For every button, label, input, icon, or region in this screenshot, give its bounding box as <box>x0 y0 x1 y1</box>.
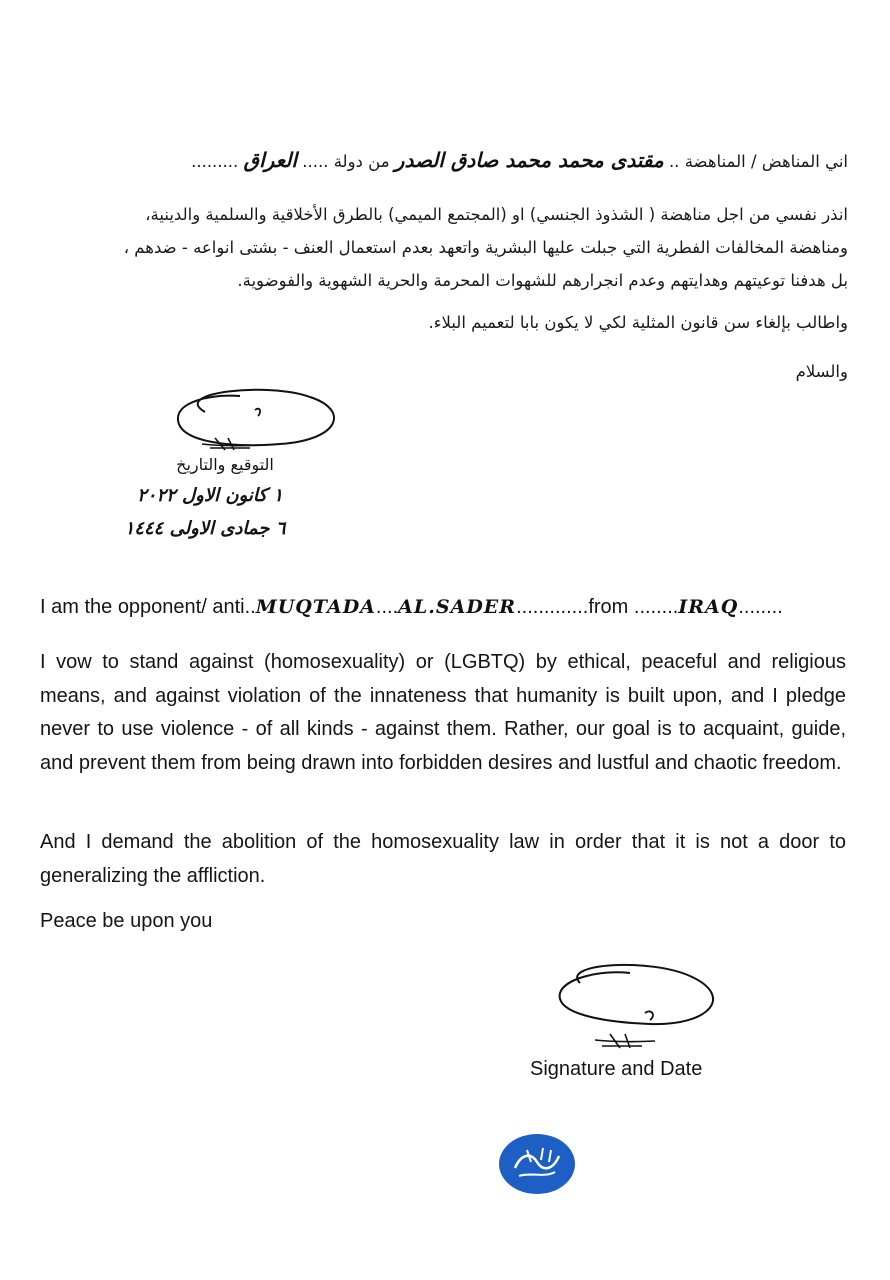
english-handwritten-country: IRAQ <box>678 596 739 618</box>
arabic-handwritten-country: العراق <box>243 148 297 172</box>
seal-stamp <box>497 1132 577 1196</box>
english-line-prefix: I am the opponent/ anti.. <box>40 596 256 618</box>
arabic-paragraph-line: بل هدفنا توعيتهم وهدايتهم وعدم انجرارهم للشهوات المحرمة والحرية الشهوية والفوضوية. <box>237 271 848 290</box>
english-from-label: .............from ........ <box>516 596 679 618</box>
english-signature-scribble <box>540 958 760 1068</box>
english-demand-paragraph: And I demand the abolition of the homosexuality law in order that it is not a door to generalizing the affliction. <box>40 831 846 887</box>
arabic-vow-paragraph <box>38 198 848 297</box>
arabic-paragraph-line: ومناهضة المخالفات الفطرية التي جبلت عليها البشرية واتعهد بعدم استعمال العنف - بشتى انواعه - ضدهم ، <box>123 238 848 257</box>
arabic-country-prefix: من دولة <box>333 152 390 171</box>
arabic-demand: واطالب بإلغاء سن قانون المثلية لكي لا يكون بابا لتعميم البلاء. <box>428 313 848 332</box>
arabic-signature-label: التوقيع والتاريخ <box>176 455 274 474</box>
english-peace: Peace be upon you <box>40 910 213 932</box>
english-vow-paragraph: I vow to stand against (homosexuality) or (LGBTQ) by ethical, peaceful and religious means, and against violation of the innateness that humanity is built upon, and I pledge never to use violence - of all kinds - against them. Rather, our goal is to acquaint, guide, and prevent them from being drawn into forbidden desires and lustful and chaotic freedom. <box>40 651 846 774</box>
english-signature-label: Signature and Date <box>530 1058 703 1080</box>
english-handwritten-surname: AL.SADER <box>398 596 517 618</box>
english-dots: .... <box>375 596 399 618</box>
arabic-peace: والسلام <box>795 362 848 381</box>
arabic-handwritten-name: مقتدى محمد محمد صادق الصدر <box>394 148 664 172</box>
english-declaration-line <box>40 596 846 619</box>
arabic-declaration-line: اني المناهض / المناهضة .. مقتدى محمد محمد صادق الصدر من دولة ..... العراق ......... <box>191 148 848 172</box>
arabic-date-gregorian: ١ كانون الاول ٢٠٢٢ <box>137 485 283 506</box>
arabic-line-prefix: اني المناهض / المناهضة <box>684 152 848 171</box>
english-handwritten-name: MUQTADA <box>255 596 376 618</box>
arabic-date-hijri: ٦ جمادى الاولى ١٤٤٤ <box>124 518 286 539</box>
english-tail-dots: ........ <box>738 596 783 618</box>
arabic-paragraph-line: انذر نفسي من اجل مناهضة ( الشذوذ الجنسي) او (المجتمع الميمي) بالطرق الأخلاقية والسلمية والدينية، <box>145 205 848 224</box>
